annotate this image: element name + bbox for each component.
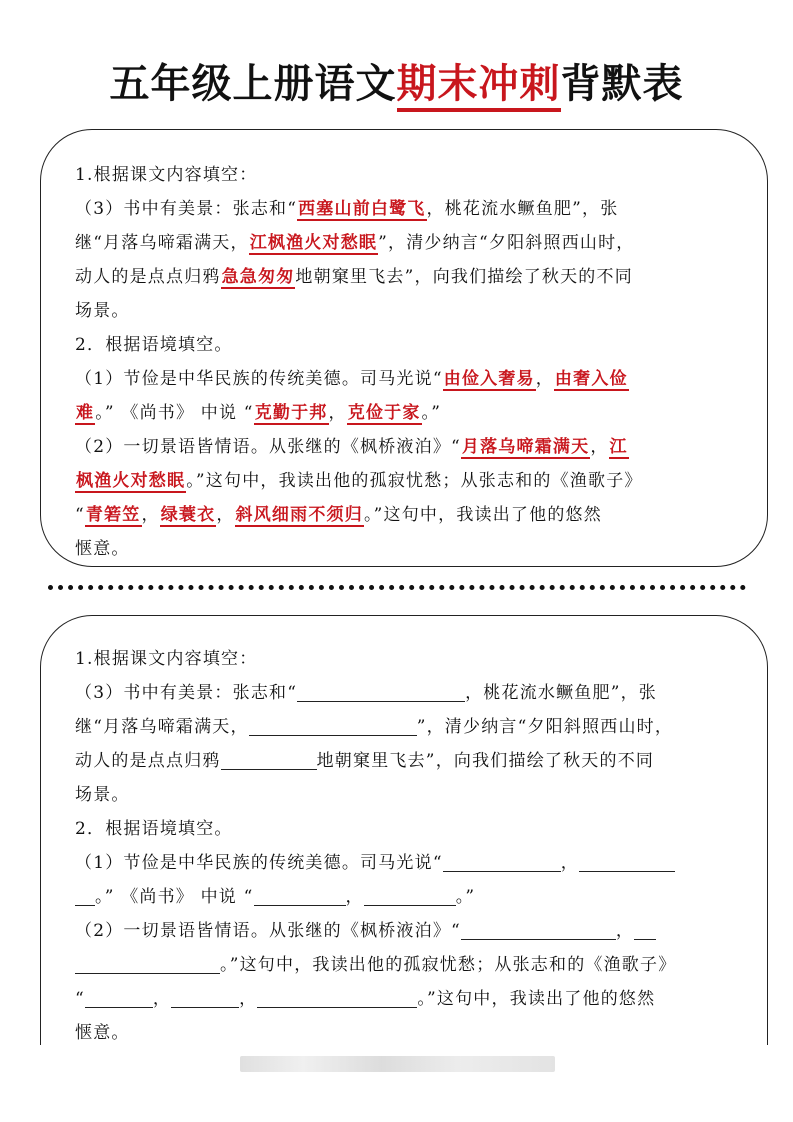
blurred-watermark	[240, 1056, 555, 1072]
answer-text: 由奢入俭	[554, 369, 628, 389]
answer-text: 西塞山前白鹭飞	[298, 199, 426, 219]
q2-heading: 2．根据语境填空。	[75, 335, 233, 355]
q2-p1-line1: （1）节俭是中华民族的传统美德。司马光说“ ，	[75, 846, 737, 880]
answer-card	[40, 129, 768, 567]
answer-text: 克勤于邦	[254, 403, 328, 423]
blank-field[interactable]	[634, 919, 656, 940]
dotted-divider	[48, 585, 746, 590]
answer-text: 急急匆匆	[221, 267, 295, 287]
q2-p2-line3: “ ， ， 。”这句中，我读出了他的悠然	[75, 989, 656, 1009]
answer-text: 青箬笠	[85, 505, 141, 525]
answer-text: 克俭于家	[347, 403, 421, 423]
q1-line4: 场景。	[75, 301, 130, 321]
blank-field[interactable]	[443, 851, 561, 872]
title-part2: 背默表	[560, 61, 684, 107]
blank-field[interactable]	[257, 987, 417, 1008]
answer-text: 斜风细雨不须归	[235, 505, 363, 525]
blank-field[interactable]	[254, 885, 346, 906]
blank-field[interactable]	[171, 987, 239, 1008]
q2-heading: 2．根据语境填空。	[75, 819, 233, 839]
q2-p2-line3: “青箬笠，绿蓑衣，斜风细雨不须归。”这句中，我读出了他的悠然	[75, 505, 602, 525]
blank-card	[40, 615, 768, 1045]
page-title	[0, 52, 793, 109]
q1-line1: （3）书中有美景：张志和“ ，桃花流水鳜鱼肥”，张	[75, 683, 657, 703]
blank-field[interactable]	[579, 851, 675, 872]
blank-field[interactable]	[85, 987, 153, 1008]
blank-field[interactable]	[221, 749, 317, 770]
blank-field[interactable]	[249, 715, 417, 736]
q1-line4: 场景。	[75, 785, 130, 805]
blank-field[interactable]	[75, 953, 220, 974]
q1-line2: 继“月落乌啼霜满天， ”，清少纳言“夕阳斜照西山时，	[75, 717, 674, 737]
q1-heading: 1.根据课文内容填空：	[75, 165, 258, 185]
q1-line1: （3）书中有美景：张志和“西塞山前白鹭飞，桃花流水鳜鱼肥”，张	[75, 199, 619, 219]
q2-p2-line2: 。”这句中，我读出他的孤寂忧愁；从张志和的《渔歌子》	[75, 948, 737, 982]
q1-line3: 动人的是点点归鸦急急匆匆地朝窠里飞去”，向我们描绘了秋天的不同	[75, 267, 633, 287]
blank-field[interactable]	[364, 885, 456, 906]
q1-line2: 继“月落乌啼霜满天，江枫渔火对愁眠”，清少纳言“夕阳斜照西山时，	[75, 233, 635, 253]
answer-text: 枫渔火对愁眠	[76, 471, 186, 491]
q2-p2-line2: 枫渔火对愁眠。”这句中，我读出他的孤寂忧愁；从张志和的《渔歌子》	[76, 471, 643, 491]
q2-p1-line2: 。” 《尚书》 中说 “ ， 。”	[75, 880, 737, 914]
q2-p1-line1: （1）节俭是中华民族的传统美德。司马光说“由俭入奢易，由奢入俭	[75, 369, 628, 389]
q2-p2-line4: 惬意。	[75, 1023, 130, 1043]
q2-p2-line1: （2）一切景语皆情语。从张继的《枫桥液泊》“ ，	[75, 914, 737, 948]
blank-field[interactable]	[461, 919, 616, 940]
blank-field[interactable]	[297, 681, 465, 702]
answer-text: 难	[76, 403, 95, 423]
q1-heading: 1.根据课文内容填空：	[75, 649, 258, 669]
answer-text: 由俭入奢易	[443, 369, 535, 389]
answer-text: 月落乌啼霜满天	[461, 437, 590, 457]
answer-text: 绿蓑衣	[160, 505, 216, 525]
answer-text: 江	[609, 437, 628, 457]
answer-text: 江枫渔火对愁眠	[249, 233, 378, 253]
q2-p2-line4: 惬意。	[75, 539, 130, 559]
q2-p1-line2: 难。” 《尚书》 中说 “克勤于邦，克俭于家。”	[76, 403, 442, 423]
blank-field[interactable]	[75, 885, 95, 906]
q2-p2-line1: （2）一切景语皆情语。从张继的《枫桥液泊》“月落乌啼霜满天，江	[75, 437, 628, 457]
q1-line3: 动人的是点点归鸦 地朝窠里飞去”，向我们描绘了秋天的不同	[75, 751, 655, 771]
title-part1: 五年级上册语文	[109, 61, 397, 107]
title-highlight: 期末冲刺	[397, 61, 561, 112]
